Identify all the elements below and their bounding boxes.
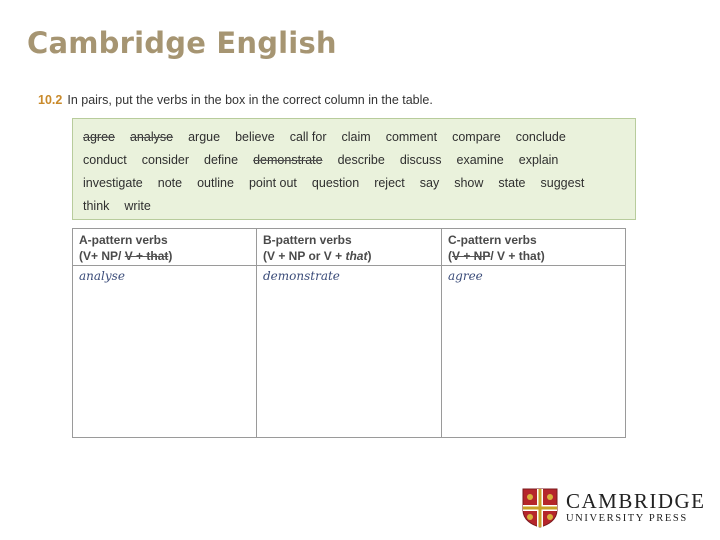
subtitle-part: ) xyxy=(367,249,372,263)
subtitle-part: (V + NP or V + xyxy=(263,249,346,263)
subtitle-part-italic: that xyxy=(345,249,368,263)
column-c-pattern xyxy=(442,229,625,437)
verb-word: call for xyxy=(289,129,327,144)
word-row xyxy=(83,194,627,217)
verb-word: reject xyxy=(374,175,405,190)
verb-pattern-table xyxy=(72,228,626,438)
verb-word: state xyxy=(498,175,526,190)
exercise-instruction xyxy=(38,93,433,107)
column-header xyxy=(73,229,256,266)
verb-word: agree xyxy=(83,129,115,144)
logo-line-2: UNIVERSITY PRESS xyxy=(566,513,688,524)
verb-word: explain xyxy=(518,152,559,167)
logo-line-1: CAMBRIDGE xyxy=(566,489,706,513)
subtitle-part-crossed xyxy=(125,249,169,263)
verb-word: describe xyxy=(337,152,385,167)
verb-word: claim xyxy=(341,129,371,144)
subtitle-text: V + that xyxy=(124,249,169,263)
verb-word: comment xyxy=(385,129,438,144)
column-title: B-pattern verbs xyxy=(263,233,352,247)
column-subtitle xyxy=(79,248,250,264)
verb-word: suggest xyxy=(540,175,585,190)
verb-word: discuss xyxy=(399,152,442,167)
verb-word: argue xyxy=(188,129,221,144)
verb-word: outline xyxy=(197,175,234,190)
verb-word: conclude xyxy=(515,129,566,144)
verb-word: point out xyxy=(248,175,297,190)
column-b-pattern xyxy=(257,229,442,437)
verb-word: analyse xyxy=(129,129,174,144)
subtitle-part: ( xyxy=(448,249,452,263)
word-row xyxy=(83,125,627,148)
verb-word: examine xyxy=(456,152,504,167)
verb-word: investigate xyxy=(83,175,143,190)
verb-word: write xyxy=(124,198,151,213)
verb-word: note xyxy=(157,175,183,190)
verb-word: think xyxy=(83,198,110,213)
verb-word: define xyxy=(204,152,239,167)
word-row xyxy=(83,171,627,194)
column-subtitle xyxy=(448,248,619,264)
subtitle-part: / V + that) xyxy=(490,249,545,263)
subtitle-part: (V+ NP/ xyxy=(79,249,125,263)
column-title: C-pattern verbs xyxy=(448,233,537,247)
column-title: A-pattern verbs xyxy=(79,233,168,247)
page-title: Cambridge English xyxy=(27,26,337,60)
logo-wordmark xyxy=(566,491,706,525)
verb-word: show xyxy=(454,175,484,190)
verb-word: demonstrate xyxy=(253,152,323,167)
crest-icon xyxy=(522,488,558,528)
column-header xyxy=(257,229,441,266)
column-a-pattern xyxy=(73,229,257,437)
column-subtitle xyxy=(263,248,435,264)
verb-word: conduct xyxy=(83,152,127,167)
verb-word: say xyxy=(419,175,440,190)
handwritten-example: demonstrate xyxy=(263,269,340,283)
column-header xyxy=(442,229,625,266)
handwritten-example: agree xyxy=(448,269,483,283)
verb-word: consider xyxy=(141,152,190,167)
subtitle-part-crossed: V + NP xyxy=(452,249,491,263)
subtitle-part: ) xyxy=(168,249,173,263)
verb-word-box xyxy=(72,118,636,220)
verb-word: question xyxy=(311,175,360,190)
cambridge-university-press-logo xyxy=(522,488,706,528)
instruction-text: In pairs, put the verbs in the box in the correct column in the table. xyxy=(67,93,433,107)
verb-word: believe xyxy=(235,129,275,144)
exercise-number: 10.2 xyxy=(38,93,63,107)
word-row xyxy=(83,148,627,171)
handwritten-example: analyse xyxy=(79,269,125,283)
verb-word: compare xyxy=(452,129,501,144)
